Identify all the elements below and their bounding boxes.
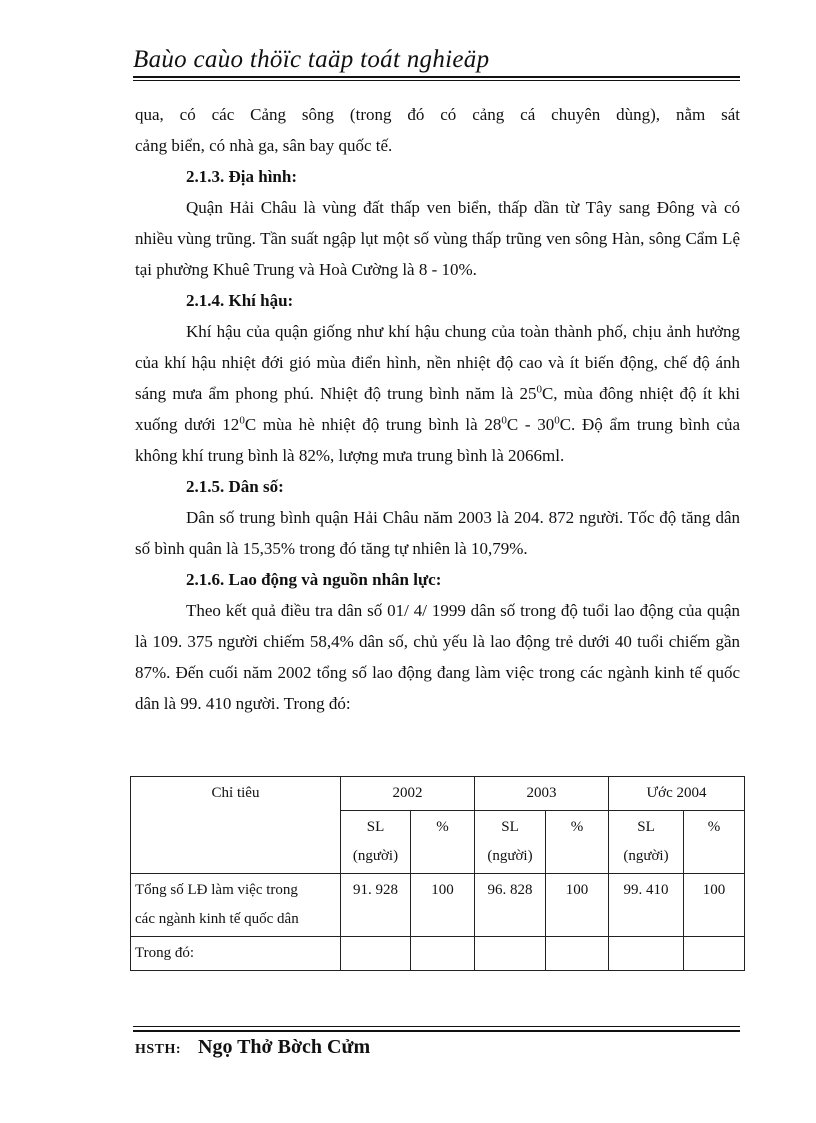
footer-label: HSTH: — [135, 1042, 182, 1057]
paragraph-climate: Khí hậu của quận giống như khí hậu chung của toàn thành phố, chịu ảnh hưởng của khí hậu nhiệt đới gió mùa điển hình, nền nhiệt độ cao và ít biến động, chế độ ánh sáng mưa ẩm phong phú. Nhiệt độ trung bình năm là $25^0C$, mùa đông nhiệt độ ít khi xuống dưới $12^0C$ mùa hè nhiệt độ trung bình là $28^0C - 30^0C$. Độ ẩm trung bình của không khí trung bình là 82%, lượng mưa trung bình là 2066ml. — [135, 322, 740, 465]
subheader-pct: % — [546, 811, 609, 874]
table-cell: 99. 410 — [609, 874, 684, 937]
header-year-2004: Ước 2004 — [609, 777, 745, 811]
heading-climate: 2.1.4. Khí hậu: — [186, 291, 294, 310]
paragraph-terrain: Quận Hải Châu là vùng đất thấp ven biển, thấp dần từ Tây sang Đông và có nhiều vùng trũng. Tần suất ngập lụt một số vùng thấp trũng ven sông Hàn, sông Cẩm Lệ tại phường Khuê Trung và Hoà Cường là 8 - 10%. — [135, 198, 740, 279]
footer-author-name: Ngọ Thở Bờch Cửm — [198, 1036, 371, 1058]
subheader-pct: % — [684, 811, 745, 874]
table-cell: 100 — [411, 874, 475, 937]
row-of-which-label: Trong đó: — [131, 937, 341, 971]
table-cell: 100 — [684, 874, 745, 937]
table-cell — [411, 937, 475, 971]
subheader-pct: % — [411, 811, 475, 874]
header-rule — [133, 76, 740, 78]
heading-population: 2.1.5. Dân số: — [186, 477, 284, 496]
heading-terrain: 2.1.3. Địa hình: — [186, 167, 297, 186]
header-indicator: Chỉ tiêu — [131, 777, 341, 874]
document-body — [135, 99, 740, 719]
header-rule-thin — [133, 80, 740, 81]
table-cell: 100 — [546, 874, 609, 937]
table-cell — [546, 937, 609, 971]
subheader-sl: SL (người) — [475, 811, 546, 874]
table-cell — [341, 937, 411, 971]
page-header-title: Baùo caùo thöïc taäp toát nghieäp — [133, 46, 490, 73]
footer-rule-thin — [133, 1026, 740, 1027]
paragraph-population: Dân số trung bình quận Hải Châu năm 2003 là 204. 872 người. Tốc độ tăng dân số bình quân là 15,35% trong đó tăng tự nhiên là 10,79%. — [135, 508, 740, 558]
subheader-sl: SL (người) — [341, 811, 411, 874]
header-year-2002: 2002 — [341, 777, 475, 811]
footer-rule — [133, 1030, 740, 1032]
labor-table — [130, 776, 745, 971]
paragraph-port-line1: qua, có các Cảng sông (trong đó có cảng cá chuyên dùng), nằm sát — [135, 105, 740, 124]
table-cell — [609, 937, 684, 971]
subheader-sl: SL (người) — [609, 811, 684, 874]
paragraph-labor: Theo kết quả điều tra dân số 01/ 4/ 1999 dân số trong độ tuổi lao động của quận là 109. 375 người chiếm 58,4% dân số, chủ yếu là lao động trẻ dưới 40 tuổi chiếm gần 87%. Đến cuối năm 2002 tổng số lao động đang làm việc trong các ngành kinh tế quốc dân là 99. 410 người. Trong đó: — [135, 601, 740, 713]
table-cell — [684, 937, 745, 971]
table-cell: 91. 928 — [341, 874, 411, 937]
paragraph-port-line2: cảng biển, có nhà ga, sân bay quốc tế. — [135, 136, 393, 155]
table-cell: 96. 828 — [475, 874, 546, 937]
table-cell — [475, 937, 546, 971]
header-year-2003: 2003 — [475, 777, 609, 811]
row-total-label: Tổng số LĐ làm việc trong các ngành kinh tế quốc dân — [131, 874, 341, 937]
heading-labor: 2.1.6. Lao động và nguồn nhân lực: — [186, 570, 442, 589]
